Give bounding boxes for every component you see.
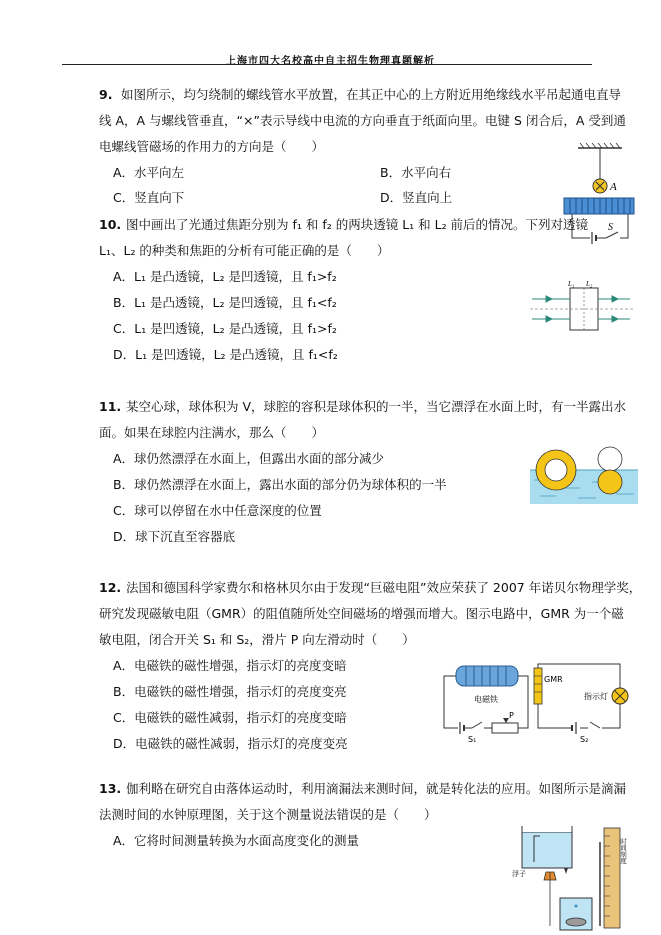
header-rule <box>62 64 592 65</box>
q9-option-b: B．水平向右 <box>380 165 452 180</box>
page-header: 上海市四大名校高中自主招生物理真题解析 <box>226 56 435 67</box>
q12-stem-line3: 敏电阻，闭合开关 S₁ 和 S₂，滑片 P 向左滑动时（ ） <box>99 632 415 647</box>
q11-stem-line2: 面。如果在球腔内注满水，那么（ ） <box>99 425 325 440</box>
float-label: 浮子 <box>512 870 526 878</box>
q13-number: 13. <box>99 781 122 796</box>
floating-ball-figure <box>530 436 638 504</box>
slider-label: P <box>509 711 514 720</box>
q10-stem-line1: 图中画出了光通过焦距分别为 f₁ 和 f₂ 的两块透镜 L₁ 和 L₂ 前后的情况。下列对透镜 <box>126 217 589 232</box>
electromagnet-label: 电磁铁 <box>474 695 498 704</box>
q11-stem-line1: 某空心球，球体积为 V，球腔的容积是球体积的一半，当它漂浮在水面上时，有一半露出水 <box>126 399 627 414</box>
q12-option-b: B．电磁铁的磁性增强，指示灯的亮度变亮 <box>113 684 347 699</box>
lens-l2-label: L₂ <box>586 280 593 288</box>
q12-option-d: D．电磁铁的磁性减弱，指示灯的亮度变亮 <box>113 736 348 751</box>
q11-option-c: C．球可以停留在水中任意深度的位置 <box>113 503 322 518</box>
s2-label: S₂ <box>580 735 589 744</box>
q9-option-d: D．竖直向上 <box>380 190 453 205</box>
q9-stem-line2: 线 A，A 与螺线管垂直，“×”表示导线中电流的方向垂直于纸面向里。电键 S 闭合后，A 受到通 <box>99 113 626 128</box>
q12-stem-line1: 法国和德国科学家费尔和格林贝尔由于发现“巨磁电阻”效应荣获了 2007 年诺贝尔物理学奖， <box>126 580 642 595</box>
q10-number: 10. <box>99 217 122 232</box>
q9-stem-line1: 如图所示，均匀绕制的螺线管水平放置，在其正中心的上方附近用绝缘线水平吊起通电直导 <box>121 87 622 102</box>
switch-label: S <box>608 222 613 233</box>
q11-option-b: B．球仍然漂浮在水面上，露出水面的部分仍为球体积的一半 <box>113 477 447 492</box>
lens-figure <box>530 278 635 333</box>
q9-option-a: A．水平向左 <box>113 165 185 180</box>
q10-option-d: D．L₁ 是凹透镜，L₂ 是凸透镜，且 f₁<f₂ <box>113 347 338 362</box>
gmr-label: GMR <box>544 675 563 684</box>
q13-stem-line1: 伽利略在研究自由落体运动时，利用滴漏法来测时间，就是转化法的应用。如图所示是滴漏 <box>126 781 627 796</box>
gmr-circuit-figure <box>438 660 636 746</box>
q12-option-a: A．电磁铁的磁性增强，指示灯的亮度变暗 <box>113 658 347 673</box>
q12-option-c: C．电磁铁的磁性减弱，指示灯的亮度变暗 <box>113 710 347 725</box>
q10-stem-line2: L₁、L₂ 的种类和焦距的分析有可能正确的是（ ） <box>99 243 390 258</box>
q10-option-c: C．L₁ 是凹透镜，L₂ 是凸透镜，且 f₁>f₂ <box>113 321 337 336</box>
q10-option-b: B．L₁ 是凸透镜，L₂ 是凹透镜，且 f₁<f₂ <box>113 295 337 310</box>
q9-number: 9. <box>99 87 113 102</box>
scale-label: 时间刻度 <box>619 838 627 864</box>
q10-option-a: A．L₁ 是凸透镜，L₂ 是凹透镜，且 f₁>f₂ <box>113 269 337 284</box>
q13-option-a: A．它将时间测量转换为水面高度变化的测量 <box>113 833 360 848</box>
q11-option-d: D．球下沉直至容器底 <box>113 529 236 544</box>
water-clock-figure <box>512 822 638 932</box>
q12-stem-line2: 研究发现磁敏电阻（GMR）的阻值随所处空间磁场的增强而增大。图示电路中，GMR 为一个磁 <box>99 606 624 621</box>
lamp-label: 指示灯 <box>584 692 608 701</box>
q11-option-a: A．球仍然漂浮在水面上，但露出水面的部分减少 <box>113 451 385 466</box>
s1-label: S₁ <box>468 735 477 744</box>
q9-option-c: C．竖直向下 <box>113 190 185 205</box>
wire-label: A <box>610 181 617 193</box>
lens-l1-label: L₁ <box>568 280 575 288</box>
q13-stem-line2: 法测时间的水钟原理图，关于这个测量说法错误的是（ ） <box>99 807 437 822</box>
q11-number: 11. <box>99 399 122 414</box>
q9-stem-line3: 电螺线管磁场的作用力的方向是（ ） <box>99 139 325 154</box>
q12-number: 12. <box>99 580 122 595</box>
